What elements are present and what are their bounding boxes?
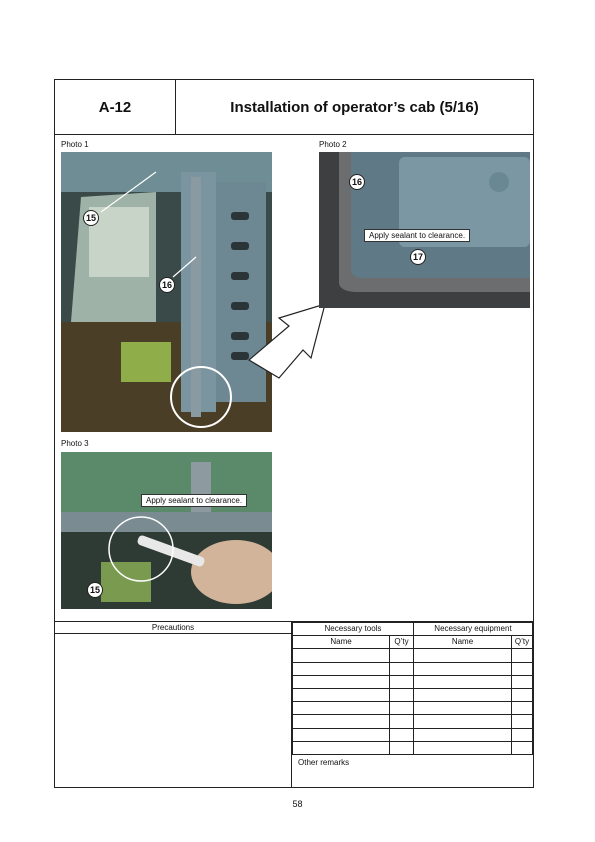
table-row [293, 688, 533, 701]
page-title: Installation of operator’s cab (5/16) [230, 98, 479, 116]
tools-name-header: Name [293, 636, 390, 649]
callout-16-photo-2: 16 [349, 174, 365, 190]
sealant-note-photo-3: Apply sealant to clearance. [141, 494, 247, 507]
table-row [293, 741, 533, 754]
photo-3 [61, 452, 272, 609]
table-row [293, 702, 533, 715]
table-row [293, 662, 533, 675]
table-row [293, 675, 533, 688]
page-frame [54, 79, 534, 788]
bottom-section [55, 621, 533, 788]
section-code: A-12 [55, 80, 176, 134]
table-row [293, 728, 533, 741]
equipment-qty-header: Q’ty [512, 636, 533, 649]
equipment-header: Necessary equipment [413, 623, 532, 636]
table-row [293, 715, 533, 728]
photo-3-label: Photo 3 [61, 439, 89, 448]
tools-qty-header: Q’ty [390, 636, 414, 649]
arrow-icon [241, 300, 341, 390]
callout-15-photo-3: 15 [87, 582, 103, 598]
callout-16-photo-1: 16 [159, 277, 175, 293]
photo-1 [61, 152, 272, 432]
table-row [293, 649, 533, 662]
other-remarks: Other remarks [298, 758, 350, 767]
callout-15-photo-1: 15 [83, 210, 99, 226]
header [55, 80, 533, 135]
photo-2 [319, 152, 530, 308]
photo-2-label: Photo 2 [319, 140, 347, 149]
page-number: 58 [292, 799, 303, 809]
photo-1-label: Photo 1 [61, 140, 89, 149]
tools-equipment-table [292, 622, 533, 755]
precautions-body [55, 634, 292, 788]
sealant-note-photo-2: Apply sealant to clearance. [364, 229, 470, 242]
tools-header: Necessary tools [293, 623, 414, 636]
callout-17-photo-2: 17 [410, 249, 426, 265]
equipment-name-header: Name [413, 636, 511, 649]
precautions-header: Precautions [55, 622, 292, 634]
